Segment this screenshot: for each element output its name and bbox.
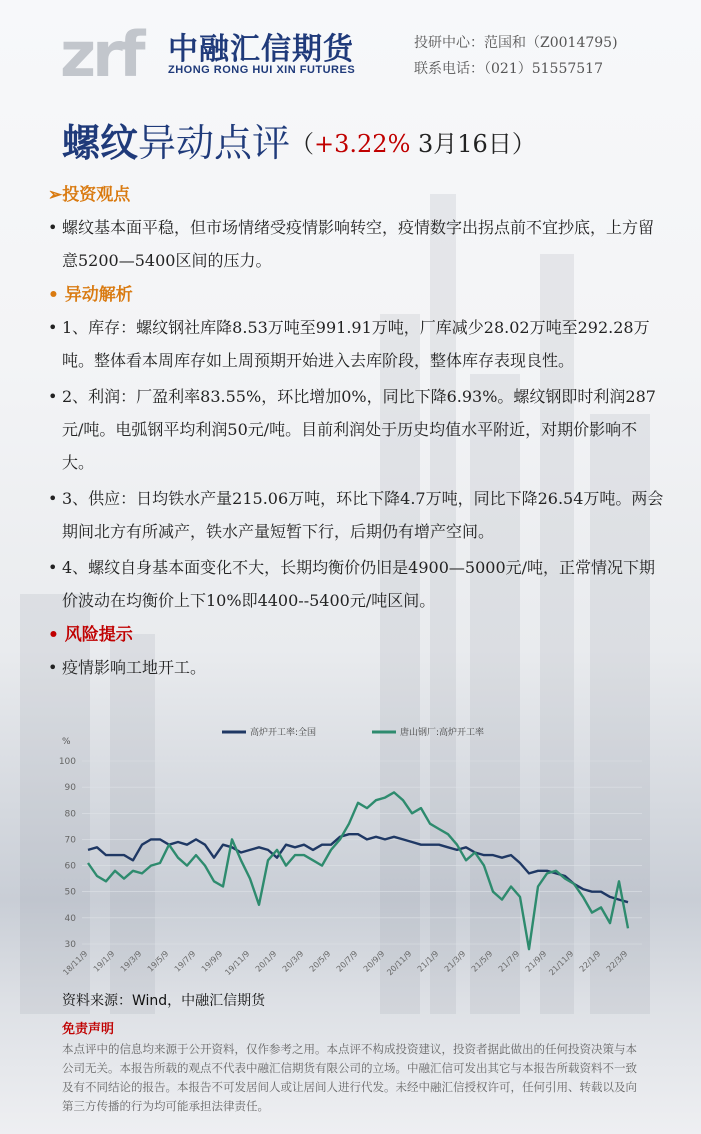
report-title [62, 112, 536, 167]
x-tick-label: 19/1/9 [91, 949, 117, 974]
title-type: 异动点评 [138, 121, 291, 165]
analysis-item: • 1、库存：螺纹钢社库降8.53万吨至991.91万吨，厂库减少28.02万吨至292.28万吨。整体看本周库存如上周预期开始进入去库阶段，整体库存表现良性。 [48, 311, 668, 377]
analysis-item: • 2、利润：厂盈利率83.55%，环比增加0%，同比下降6.93%。螺纹钢即时利润287元/吨。电弧钢平均利润50元/吨。目前利润处于历史均值水平附近，对期价影响不大。 [48, 380, 668, 479]
title-product: 螺纹 [62, 120, 139, 165]
x-tick-label: 21/5/9 [469, 949, 495, 974]
y-tick-label: 50 [64, 887, 76, 898]
y-tick-label: 90 [64, 783, 76, 794]
company-name-cn: 中融汇信期货 [168, 32, 354, 67]
x-tick-label: 21/3/9 [442, 949, 468, 974]
heading-analysis: • 异动解析 [48, 285, 133, 305]
report-date: 3月16日） [410, 130, 536, 158]
legend-label: 高炉开工率:全国 [250, 728, 317, 738]
title-open-paren: （ [290, 130, 315, 158]
x-tick-label: 21/1/9 [415, 949, 441, 974]
analysis-item: • 3、供应：日均铁水产量215.06万吨，环比下降4.7万吨，同比下降26.54万吨。两会期间北方有所减产，铁水产量短暂下行，后期仍有增产空间。 [48, 482, 668, 548]
disclaimer-text: 本点评中的信息均来源于公开资料，仅作参考之用。本点评不构成投资建议，投资者据此做出的任何投资决策与本公司无关。本报告所载的观点不代表中融汇信期货有限公司的立场。中融汇信可发出其它与本报告所载资料不一致及有不同结论的报告。本报告不可发居间人或让居间人进行代发。未经中融汇信授权许可，任何引用、转载以及向第三方传播的行为均可能承担法律责任。 [62, 1042, 637, 1113]
x-tick-label: 20/1/9 [253, 949, 279, 974]
x-tick-label: 20/5/9 [307, 949, 333, 974]
contact-info [414, 30, 618, 82]
y-tick-label: 80 [64, 809, 76, 820]
x-tick-label: 21/9/9 [523, 949, 549, 974]
title-subtitle [290, 130, 536, 158]
bullet: • [48, 387, 58, 406]
phone-line: 联系电话：（021）51557517 [414, 61, 603, 77]
logo-mark: zrf [60, 18, 142, 91]
x-tick-label: 19/7/9 [172, 949, 198, 974]
report-body [48, 180, 668, 687]
bullet: • [48, 658, 58, 677]
heading-investment-view: ➢投资观点 [48, 185, 131, 205]
y-unit-label: % [62, 737, 71, 747]
x-tick-label: 21/7/9 [496, 949, 522, 974]
x-tick-label: 19/11/9 [223, 949, 252, 978]
heading-risk: • 风险提示 [48, 625, 133, 645]
analysis-item: • 4、螺纹自身基本面变化不大，长期均衡价仍旧是4900—5000元/吨，正常情况下期价波动在均衡价上下10%即4400--5400元/吨区间。 [48, 551, 668, 617]
bullet: • [48, 558, 58, 577]
bullet: • [48, 489, 58, 508]
x-tick-label: 21/11/9 [547, 949, 576, 978]
x-tick-label: 20/7/9 [334, 949, 360, 974]
x-tick-label: 20/3/9 [280, 949, 306, 974]
bullet: • [48, 318, 58, 337]
y-tick-label: 100 [58, 757, 76, 767]
risk-paragraph: • 疫情影响工地开工。 [48, 651, 668, 684]
x-tick-label: 19/3/9 [118, 949, 144, 974]
x-tick-label: 20/9/9 [361, 949, 387, 974]
y-tick-label: 60 [64, 861, 76, 872]
y-tick-label: 30 [64, 940, 76, 950]
x-tick-label: 22/1/9 [577, 949, 603, 974]
bullet: • [48, 218, 58, 237]
price-change: +3.22% [314, 130, 411, 158]
data-source: 资料来源：Wind，中融汇信期货 [62, 993, 266, 1009]
company-logo [60, 14, 380, 91]
y-tick-label: 40 [64, 913, 76, 924]
x-tick-label: 18/11/9 [61, 949, 90, 978]
disclaimer-title: 免责声明 [62, 1022, 115, 1037]
legend-label: 唐山钢厂:高炉开工率 [400, 728, 485, 738]
researcher-line: 投研中心：范国和（Z0014795) [414, 35, 618, 51]
x-tick-label: 19/5/9 [145, 949, 171, 974]
x-tick-label: 22/3/9 [604, 949, 630, 974]
view-paragraph: • 螺纹基本面平稳，但市场情绪受疫情影响转空，疫情数字出拐点前不宜抄底，上方留意5200—5400区间的压力。 [48, 211, 668, 277]
y-tick-label: 70 [64, 835, 76, 846]
company-name-en: ZHONG RONG HUI XIN FUTURES [168, 64, 356, 76]
x-tick-label: 19/9/9 [199, 949, 225, 974]
x-tick-label: 20/11/9 [385, 949, 414, 978]
blast-furnace-chart [52, 724, 652, 989]
